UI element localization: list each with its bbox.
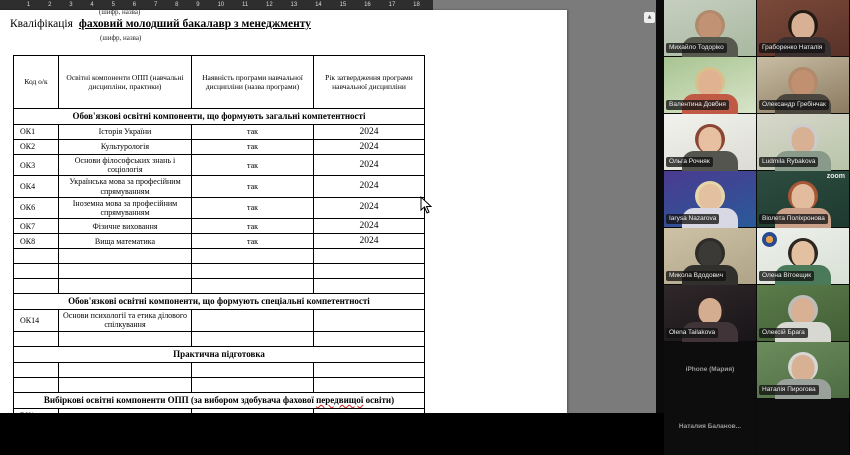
table-cell: Основи психології та етика ділового спілкування [59,310,192,331]
table-header-cell: Код о/к [14,56,59,109]
table-cell [59,331,192,346]
table-cell: так [192,219,314,234]
table-section-cell: Практична підготовка [14,346,425,362]
misspelled-word: передвищої [316,394,364,405]
person-head [792,13,815,39]
table-row [14,279,425,294]
table-cell [59,423,192,438]
table-section-cell: Обов'язкові освітні компоненти, що формують спеціальні компетентності [14,294,425,310]
table-row [14,408,425,423]
ruler-number: 3 [69,2,73,8]
table-header-cell: Наявність програми навчальної дисципліни (назва програми) [192,56,314,109]
participant-name-label: Iarysa Nazarova [666,214,719,224]
qualification-value: фаховий молодший бакалавр з менеджменту [78,18,311,30]
table-cell [192,279,314,294]
table-row [14,377,425,392]
participant-tile[interactable] [664,342,756,398]
table-cell: так [192,125,314,140]
person-head [699,70,722,96]
participant-tile[interactable] [757,228,849,284]
cipher-caption: (шифр, назва) [100,34,142,42]
participant-tile[interactable] [664,114,756,170]
table-cell [314,331,425,346]
table-cell [314,362,425,377]
participant-tile[interactable] [757,399,849,455]
table-row [14,109,425,125]
table-cell: Вища математика [59,234,192,249]
participant-name-label: Ludmila Rybakova [759,157,818,167]
table-cell: ОК8 [14,234,59,249]
ruler-number: 9 [196,2,200,8]
table-row [14,346,425,362]
table-cell [14,377,59,392]
table-cell [314,423,425,438]
table-row [14,392,425,408]
table-cell: ВК1 [14,408,59,423]
opp-table [13,55,425,439]
person-head [699,127,722,153]
table-cell [192,408,314,423]
participant-name-label: Олександр Гребінчак [759,100,829,110]
table-cell [314,264,425,279]
table-cell: ОК6 [14,197,59,218]
ruler-number: 17 [388,2,396,8]
table-cell: так [192,234,314,249]
table-cell [59,408,192,423]
participant-tile[interactable] [757,171,849,227]
table-cell [192,310,314,331]
table-row [14,155,425,176]
table-cell [314,408,425,423]
table-cell: ОК7 [14,219,59,234]
qualification-line [10,18,311,30]
table-header-cell: Освітні компоненти ОПП (навчальні дисципліни, практики) [59,56,192,109]
person-head [792,298,815,324]
participant-name-label: Наталия Баланов... [678,423,742,430]
participant-name-label: Микола Вдодович [666,271,726,281]
table-cell [14,362,59,377]
ruler-number: 18 [413,2,420,8]
ruler-number: 13 [290,2,298,8]
table-header-cell: Рік затвердження програми навчальної дисципліни [314,56,425,109]
zoom-watermark: zoom [826,173,845,180]
table-cell: 2024 [314,155,425,176]
table-cell [192,331,314,346]
table-cell [192,249,314,264]
ruler-number: 10 [217,2,225,8]
participant-tile[interactable] [664,285,756,341]
organization-logo [762,232,777,247]
table-cell [192,377,314,392]
participant-name-label: Валентина Довбня [666,100,729,110]
table-row [14,331,425,346]
person-head [792,184,815,210]
table-row [14,176,425,197]
person-head [792,70,815,96]
person-head [792,241,815,267]
ruler-number: 2 [48,2,52,8]
table-cell: так [192,197,314,218]
table-cell [14,264,59,279]
scroll-up-button[interactable] [644,12,655,23]
table-cell [14,331,59,346]
document-page [0,8,567,420]
participant-name-label: Олексій Брага [759,328,808,338]
participants-grid [664,0,849,455]
participant-name-label: Михайло Тодоріко [666,43,727,53]
table-cell: Фізичне виховання [59,219,192,234]
table-cell: 2024 [314,125,425,140]
table-row [14,140,425,155]
person-head [792,355,815,381]
table-cell: 2024 [314,176,425,197]
ruler-number: 4 [90,2,94,8]
table-cell: Іноземна мова за професійним спрямуванням [59,197,192,218]
ruler-number: 14 [315,2,322,8]
table-cell: так [192,155,314,176]
participant-name-label: Наталія Пирогова [759,385,819,395]
ruler-number: 7 [153,2,158,8]
table-cell [314,279,425,294]
table-cell [59,249,192,264]
participant-name-label: Olena Tailakova [666,328,718,338]
table-cell: Українська мова за професійним спрямуванням [59,176,192,197]
table-section-cell: Обов'язкові освітні компоненти, що формують загальні компетентності [14,109,425,125]
table-cell [192,423,314,438]
table-cell [14,279,59,294]
table-row [14,234,425,249]
person-head [699,13,722,39]
table-cell: ОК3 [14,155,59,176]
person-head [792,127,815,153]
ruler-number: 5 [111,2,115,8]
table-cell: 2024 [314,140,425,155]
table-cell: так [192,140,314,155]
table-cell [59,362,192,377]
table-row [14,310,425,331]
table-row [14,219,425,234]
table-cell [59,377,192,392]
participant-tile[interactable] [757,57,849,113]
table-cell: ОК2 [14,140,59,155]
participant-name-label: Граборенко Наталія [759,43,825,53]
participant-name-label: Олена Вітоещик [759,271,814,281]
cipher-caption-top: (шифр, назва) [99,8,141,16]
horizontal-ruler[interactable] [0,0,433,10]
table-cell: 2024 [314,234,425,249]
table-cell: ОК14 [14,310,59,331]
ruler-number: 11 [241,2,249,8]
ruler-number: 12 [266,2,273,8]
participant-tile[interactable] [664,171,756,227]
participant-tile[interactable] [664,399,756,455]
table-cell: Основи філософських знань і соціологія [59,155,192,176]
table-cell: Культурологія [59,140,192,155]
participant-tile[interactable] [664,57,756,113]
participant-tile[interactable] [664,228,756,284]
participant-tile[interactable] [757,342,849,398]
ruler-number: 6 [132,2,137,8]
participant-name-label: Ольга Рочняк [666,157,713,167]
table-cell [314,310,425,331]
table-row [14,423,425,438]
scroll-up-icon: ▲ [647,14,652,20]
person-head [699,184,722,210]
table-cell: ОК4 [14,176,59,197]
opp-table-body [14,109,425,439]
table-section-cell: Вибіркові освітні компоненти ОПП (за вибором здобувача фахової передвищої освіти) [14,392,425,408]
table-cell: так [192,176,314,197]
table-row [14,249,425,264]
table-row [14,294,425,310]
table-cell [14,423,59,438]
ruler-number: 8 [175,2,179,8]
ruler-number: 15 [339,2,347,8]
participant-tile[interactable] [757,0,849,56]
table-cell: Історія України [59,125,192,140]
table-cell: 2024 [314,219,425,234]
table-row [14,197,425,218]
table-row [14,362,425,377]
qualification-label: Кваліфікація [10,18,73,30]
participant-name-label: Віолета Поліхронова [759,214,828,224]
table-cell: ОК1 [14,125,59,140]
table-cell [59,264,192,279]
ruler-number: 16 [364,2,371,8]
participant-tile[interactable] [757,114,849,170]
ruler-number: 1 [26,2,31,8]
table-cell: 2024 [314,197,425,218]
person-head [699,298,722,324]
table-cell [314,249,425,264]
table-row [14,125,425,140]
participants-panel [656,0,850,430]
table-cell [14,249,59,264]
table-cell [192,362,314,377]
participant-name-label: iPhone (Мария) [685,366,735,373]
table-cell [314,377,425,392]
participant-tile[interactable] [664,0,756,56]
table-row [14,264,425,279]
mouse-cursor [420,196,432,214]
table-cell [59,279,192,294]
table-header-row [14,56,425,109]
table-cell [192,264,314,279]
participant-tile[interactable] [757,285,849,341]
person-head [699,241,722,267]
